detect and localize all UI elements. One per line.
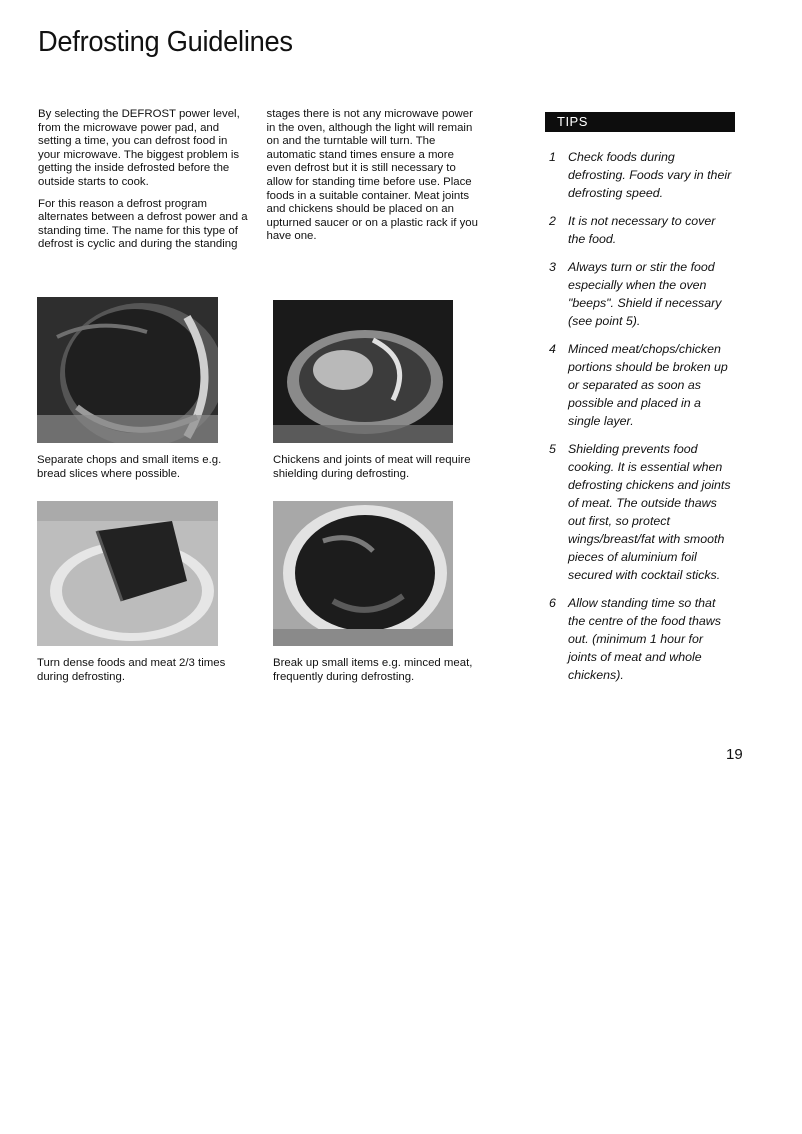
- tip-item: [545, 258, 735, 330]
- photo-break-up-items: [273, 501, 453, 646]
- tip-item: [545, 212, 735, 248]
- tip-item: [545, 594, 735, 684]
- intro-paragraph: For this reason a defrost program alternates between a defrost power and a standing time. The name for this type of defrost is cyclic and during the standing stages there is not any microwave power in the oven, although the light will remain on and the turntable will turn. The automatic stand times ensure a more even defrost but it is still necessary to allow for standing time before use. Place foods in a suitable container. Meat joints and chickens should be placed on an upturned saucer or on a plastic rack if you have one.: [38, 108, 478, 251]
- tip-text: Always turn or stir the food especially when the oven "beeps". Shield if necessary (see point 5).: [568, 260, 722, 328]
- photo-caption: Separate chops and small items e.g. bread slices where possible.: [37, 454, 222, 480]
- photo-turn-dense-food: [37, 501, 218, 646]
- tips-list: [545, 148, 735, 684]
- photo-shield-chicken: [273, 300, 453, 443]
- tip-item: [545, 148, 735, 202]
- tip-number: 1: [549, 150, 556, 164]
- tip-text: Minced meat/chops/chicken portions should be broken up or separated as soon as possible and placed in a single layer.: [568, 342, 728, 428]
- tip-number: 6: [549, 596, 556, 610]
- photo-caption: Chickens and joints of meat will require shielding during defrosting.: [273, 454, 471, 480]
- tip-number: 4: [549, 342, 556, 356]
- tip-text: Check foods during defrosting. Foods vary in their defrosting speed.: [568, 150, 732, 200]
- tips-panel: [545, 112, 735, 694]
- tip-text: Allow standing time so that the centre of the food thaws out. (minimum 1 hour for joints of meat and whole chickens).: [568, 596, 721, 682]
- page-title: Defrosting Guidelines: [38, 26, 293, 58]
- intro-text: [38, 108, 478, 252]
- tip-number: 3: [549, 260, 556, 274]
- tip-item: [545, 340, 735, 430]
- tip-item: [545, 440, 735, 584]
- tip-number: 5: [549, 442, 556, 456]
- tip-number: 2: [549, 214, 556, 228]
- tip-text: It is not necessary to cover the food.: [568, 214, 716, 246]
- photo-caption: Turn dense foods and meat 2/3 times during defrosting.: [37, 657, 226, 683]
- tip-text: Shielding prevents food cooking. It is essential when defrosting chickens and joints of meat. The outside thaws out first, so protect wings/breast/fat with smooth pieces of aluminium foil secured with cocktail sticks.: [568, 442, 731, 582]
- intro-paragraph: By selecting the DEFROST power level, from the microwave power pad, and setting a time, you can defrost food in your microwave. The biggest problem is getting the inside defrosted before the outside starts to cook.: [38, 108, 240, 188]
- page-number: 19: [726, 746, 743, 763]
- photo-separate-chops: [37, 297, 218, 443]
- tips-header: TIPS: [545, 112, 735, 132]
- photo-caption: Break up small items e.g. minced meat, frequently during defrosting.: [273, 657, 473, 683]
